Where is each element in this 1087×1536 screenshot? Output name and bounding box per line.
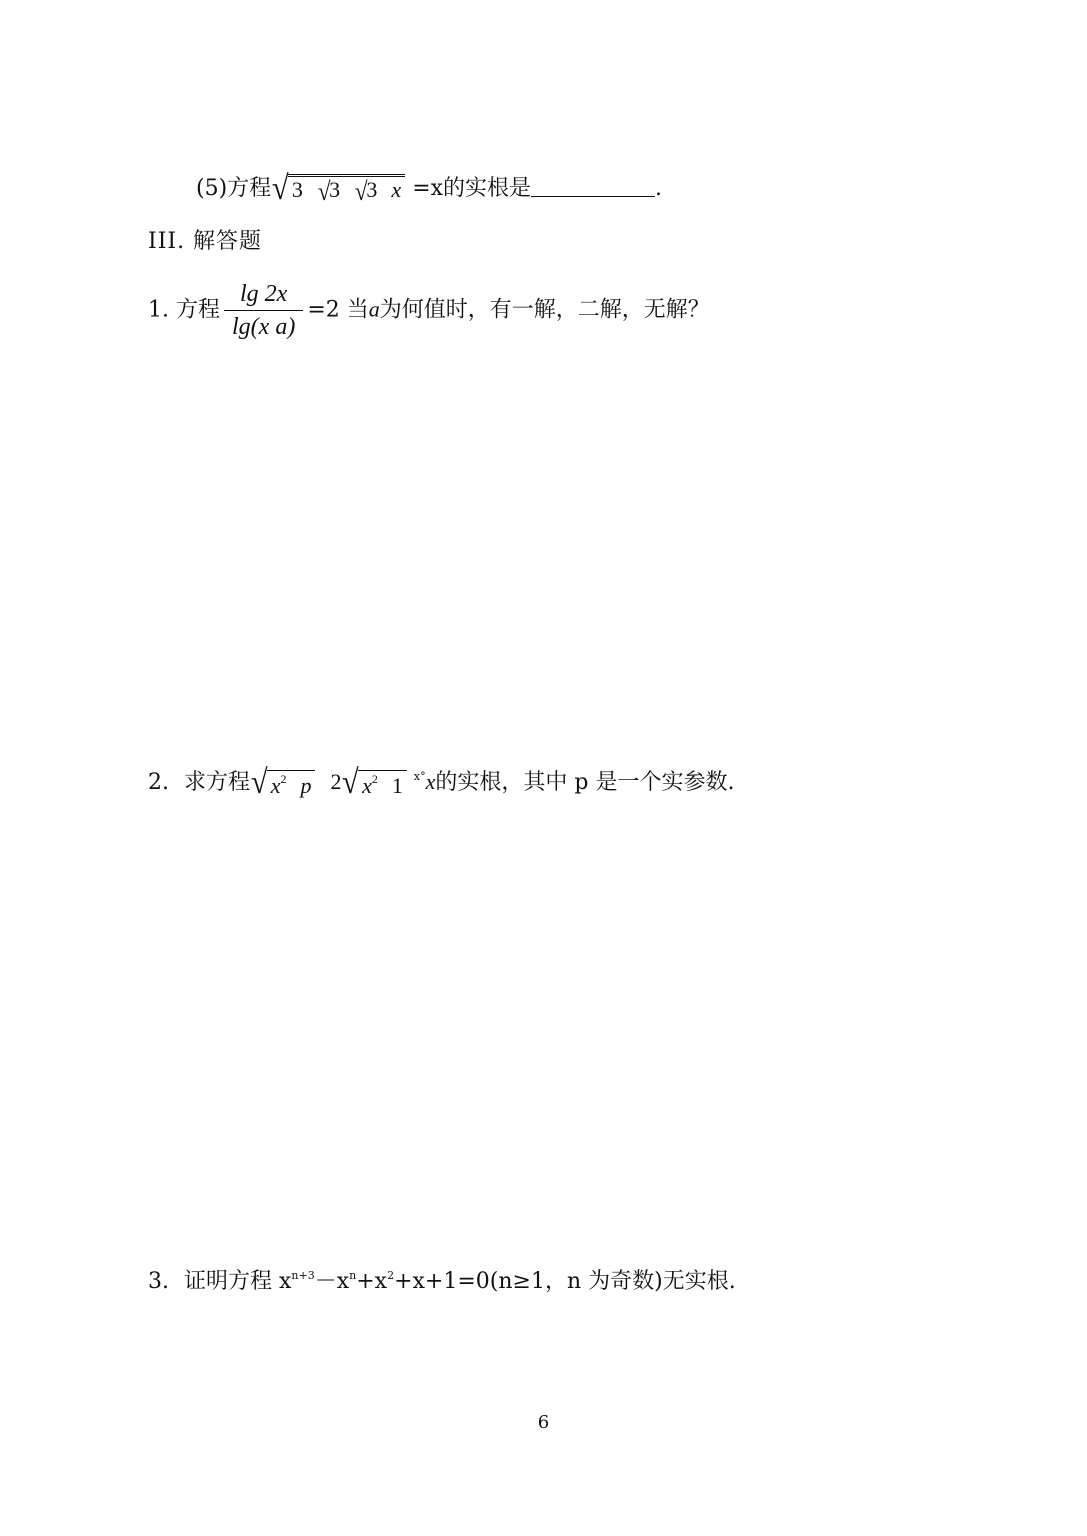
radical-2-sign: √ <box>342 764 360 801</box>
radical-2-base: x <box>362 772 372 798</box>
problem-2-text-before: 求方程 <box>184 770 251 795</box>
radical-sign-outer: √ <box>272 170 289 207</box>
radical-sign-middle: √ <box>317 176 331 206</box>
radical-1-sign: √ <box>250 764 268 801</box>
radical-1 <box>250 766 315 800</box>
section-heading: III. 解答题 <box>148 229 263 254</box>
nested-radical <box>271 172 405 206</box>
problem-2 <box>148 766 734 800</box>
radical-1-exponent: 2 <box>280 771 287 786</box>
radical-2 <box>341 766 406 800</box>
problem-3-mid-1: －x <box>314 1269 350 1294</box>
problem-2-number: 2. <box>148 770 169 795</box>
radical-1-param: p <box>300 772 312 798</box>
question-5 <box>196 172 662 206</box>
answer-blank[interactable] <box>531 178 655 197</box>
page-number: 6 <box>537 1412 550 1433</box>
problem-3 <box>148 1270 736 1293</box>
radical-2-exponent: 2 <box>371 771 378 786</box>
problem-1-text-after: 为何值时，有一解，二解，无解？ <box>379 297 710 323</box>
problem-1-fraction <box>224 282 303 339</box>
problem-3-mid-2: +x <box>356 1269 388 1294</box>
problem-1-text-mid: 当 <box>346 297 369 323</box>
problem-1-number: 1. <box>148 297 169 323</box>
problem-2-garbled-symbol: x° <box>413 770 426 783</box>
problem-3-sup-1: n+3 <box>291 1269 315 1282</box>
radical-term-1: 3 <box>291 176 303 202</box>
problem-2-text-after: 的实根，其中 p 是一个实参数. <box>435 770 735 795</box>
radical-variable: x <box>391 176 402 202</box>
question-5-end: . <box>655 176 663 201</box>
radical-2-radicand <box>358 770 407 797</box>
radicand-outer <box>288 174 405 205</box>
problem-1-equals: =2 <box>307 297 340 323</box>
problem-2-coef: 2 <box>330 769 342 794</box>
problem-3-text-before: 证明方程 x <box>184 1269 292 1294</box>
question-5-text-before: 方程 <box>227 176 272 201</box>
radical-1-base: x <box>270 772 281 798</box>
fraction-numerator: lg 2x <box>224 282 303 311</box>
question-5-text-after: 的实根是 <box>443 176 532 201</box>
problem-1-text-before: 方程 <box>176 297 221 323</box>
radical-2-const: 1 <box>391 772 403 798</box>
problem-3-sup-2: n <box>349 1269 357 1282</box>
fraction-denominator: lg(x a) <box>232 314 296 340</box>
problem-2-var: x <box>425 769 436 794</box>
question-5-equals: =x <box>412 176 444 201</box>
problem-3-number: 3. <box>148 1269 169 1294</box>
radical-sign-inner: √ <box>354 176 368 206</box>
problem-1-var: a <box>368 296 380 322</box>
question-5-label: (5) <box>196 176 228 201</box>
problem-3-text-after: +x+1=0(n≥1，n 为奇数)无实根. <box>394 1269 736 1294</box>
problem-1 <box>148 282 710 339</box>
radical-term-3: 3 <box>366 176 378 202</box>
radical-term-2: 3 <box>329 176 341 202</box>
problem-3-sup-3: 2 <box>387 1269 395 1282</box>
radical-1-radicand <box>267 770 316 797</box>
